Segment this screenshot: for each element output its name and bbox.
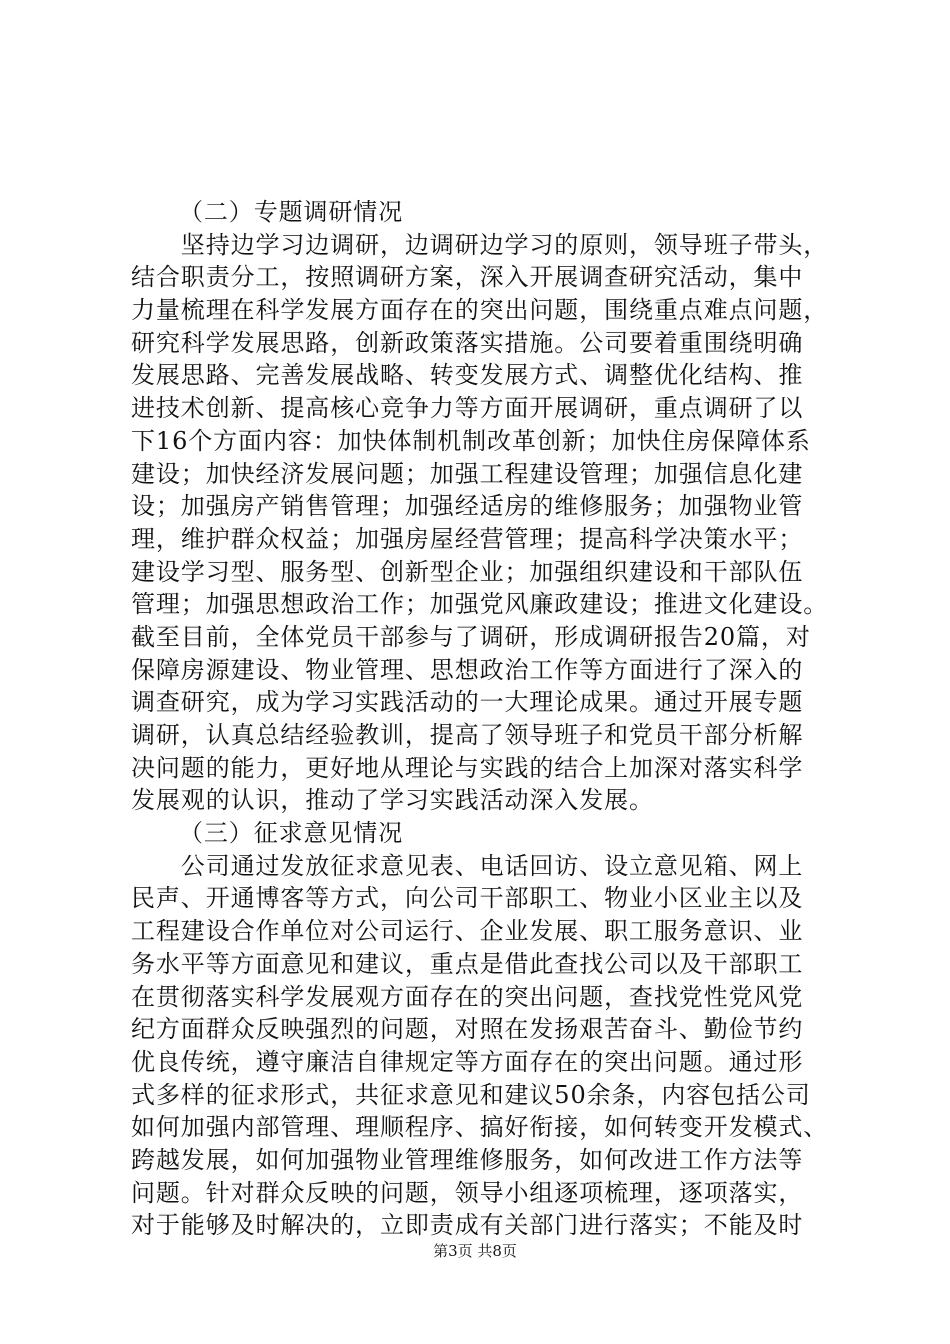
paragraph-line: 研究科学发展思路，创新政策落实措施。公司要着重围绕明确 xyxy=(131,328,804,357)
paragraph-line: 保障房源建设、物业管理、思想政治工作等方面进行了深入的 xyxy=(131,655,804,684)
paragraph-line: 管理；加强思想政治工作；加强党风廉政建设；推进文化建设。 xyxy=(131,590,829,619)
paragraph-line: 务水平等方面意见和建议，重点是借此查找公司以及干部职工 xyxy=(131,949,804,978)
paragraph-line: 结合职责分工，按照调研方案，深入开展调查研究活动，集中 xyxy=(131,263,804,292)
paragraph-line: 坚持边学习边调研，边调研边学习的原则，领导班子带头， xyxy=(131,230,829,259)
paragraph-line: 发展思路、完善发展战略、转变发展方式、调整优化结构、推 xyxy=(131,361,804,390)
paragraph-line: 问题。针对群众反映的问题，领导小组逐项梳理，逐项落实， xyxy=(131,1178,804,1207)
paragraph-line: 建设；加快经济发展问题；加强工程建设管理；加强信息化建 xyxy=(131,459,804,488)
paragraph-line: 下16个方面内容：加快体制机制改革创新；加快住房保障体系 xyxy=(131,426,811,455)
section-heading: （三）征求意见情况 xyxy=(179,819,404,848)
page-footer: 第3页 共8页 xyxy=(433,1242,517,1260)
paragraph-line: 决问题的能力，更好地从理论与实践的结合上加深对落实科学 xyxy=(131,753,804,782)
paragraph-line: 调研，认真总结经验教训，提高了领导班子和党员干部分析解 xyxy=(131,721,804,749)
paragraph-line: 理，维护群众权益；加强房屋经营管理；提高科学决策水平； xyxy=(131,524,804,553)
paragraph-line: 建设学习型、服务型、创新型企业；加强组织建设和干部队伍 xyxy=(131,557,804,586)
paragraph-line: 纪方面群众反映强烈的问题，对照在发扬艰苦奋斗、勤俭节约 xyxy=(131,1015,804,1044)
paragraph-line: 调查研究，成为学习实践活动的一大理论成果。通过开展专题 xyxy=(131,688,804,717)
paragraph-line: 发展观的认识，推动了学习实践活动深入发展。 xyxy=(131,786,654,815)
body-text xyxy=(131,196,831,1242)
paragraph-line: 如何加强内部管理、理顺程序、搞好衔接，如何转变开发模式、 xyxy=(131,1113,829,1142)
paragraph-line: 跨越发展，如何加强物业管理维修服务，如何改进工作方法等 xyxy=(131,1145,804,1174)
paragraph-line: 进技术创新、提高核心竞争力等方面开展调研，重点调研了以 xyxy=(131,394,804,423)
paragraph-line: 优良传统，遵守廉洁自律规定等方面存在的突出问题。通过形 xyxy=(131,1047,804,1076)
paragraph-line: 民声、开通博客等方式，向公司干部职工、物业小区业主以及 xyxy=(131,884,804,913)
paragraph-line: 对于能够及时解决的，立即责成有关部门进行落实；不能及时 xyxy=(131,1211,804,1240)
paragraph-line: 力量梳理在科学发展方面存在的突出问题，围绕重点难点问题， xyxy=(131,296,829,325)
paragraph-line: 设；加强房产销售管理；加强经适房的维修服务；加强物业管 xyxy=(131,492,804,521)
paragraph-line: 工程建设合作单位对公司运行、企业发展、职工服务意识、业 xyxy=(131,917,804,946)
paragraph-line: 截至目前，全体党员干部参与了调研，形成调研报告20篇，对 xyxy=(131,622,811,651)
paragraph-line: 在贯彻落实科学发展观方面存在的突出问题，查找党性党风党 xyxy=(131,982,804,1011)
paragraph-line: 公司通过发放征求意见表、电话回访、设立意见箱、网上 xyxy=(131,851,804,880)
paragraph-line: 式多样的征求形式，共征求意见和建议50余条，内容包括公司 xyxy=(131,1080,811,1109)
section-heading: （二）专题调研情况 xyxy=(179,198,404,226)
